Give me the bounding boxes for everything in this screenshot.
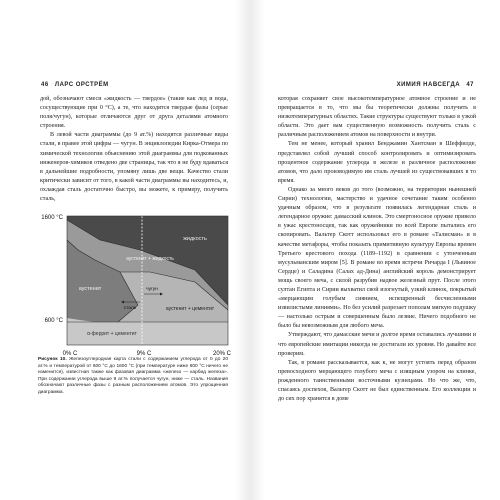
y-tick-mid: 600 °C <box>44 318 63 324</box>
region-label-liquid: жидкость <box>183 236 207 242</box>
phase-diagram <box>0 210 250 360</box>
paragraph: которая сохраняет свое высокотемпературное атомное строение и не превращается в то, что мы бы теоретически должны получить в низкотемпературных областях. Такие структуры существуют только в узкой области. Это дает вам существенную возможность получить сталь с различным расположением атомов на поверхности и внутри. <box>278 96 476 139</box>
x-tick-mid: 9% C <box>136 351 152 357</box>
paragraph: В левой части диаграммы (до 9 ат.%) находятся различные виды стали, в правее этой цифры — чугун. В энциклопедии Кирка-Отмера по химической технологии объяснению этой диаграммы для подкованных инженеров-химиков отведено две страницы, так что я не буду вдаваться в дальнейшие подробности, упомяну лишь две вещи. Качество стали критически зависит от того, в какой части диаграммы вы находитесь, и, охлаждая сталь достаточно быстро, вы можете, к примеру, получить сталь, <box>40 132 228 203</box>
right-body-text <box>278 95 476 404</box>
region-label-cast-iron: чугун <box>146 287 158 292</box>
region-label-steel: сталь <box>123 306 137 311</box>
region-label-austenite: аустенит <box>78 286 102 292</box>
left-page-header <box>37 82 109 88</box>
right-page <box>250 0 500 500</box>
left-page-number: 46 <box>41 82 49 88</box>
paragraph: Утверждают, что дамасские мечи и долгое время оставались лучшими и что европейские имитации никогда не достигали их уровня. Но давайте все проверим. <box>278 332 476 357</box>
region-label-austenite-liquid: аустенит + жидкость <box>126 256 174 262</box>
left-page-author: ЛАРС ОРСТРЁМ <box>54 82 109 88</box>
region-label-ferrite-cementite: α-феррит + цементит <box>87 331 137 337</box>
paragraph: Однако за много веков до того (возможно, на территории нынешней Сирии) технологии, мастерство и удачное сочетание таким особенно удачным образом, что в результате появилась легендарная сталь и легендарное оружие: дамасский клинок. Это смертоносное оружие привело в ужас крестоносцев, так как оружейники по всей Европе пытались его скопировать. Вальтер Скотт использовал его в романе «Талисман» и в качестве метафоры, чтобы показать примитивную культуру Европы времен Третьего крестового похода (1189–1192) в сравнении с утонченным мусульманским миром [5]. В романе во время встречи Ричарда I (Львиное Сердце) и Саладина (Салах ад-Дина) английский король демонстрирует мощь своего меча, с силой разрубив надвое железный прут. После этого султан Египта и Сирии выхватил свой изогнутый, узкий клинок, покрытый «мерцающим голубым сиянием, испещренный бесчисленными извилистыми линиями». Но без усилий разрезает пополам мягкую подушку — настолько острым и совершенным было лезвие. Ничего подобного не было бы невозможным для любого меча. <box>278 186 476 330</box>
right-page-title: ХИМИЯ НАВСЕГДА <box>396 82 461 88</box>
caption-text: Железоуглеродная карта стали с содержанием углерода от 0 до 20 ат.% и температурой от 600 °C до 1600 °C (при температуре ниже 600 °C ничего не изменится), известная также как фазовая диаграмма «железо — карбид железа». При содержании углерода выше 9 ат.% получается чугун, ниже — сталь. Названия обозначают различные фазы с разным расположением атомов. Это упрощенная диаграмма. <box>38 357 228 395</box>
paragraph: Так, в романе рассказывается, как к, не могут устоять перед образом превосходного мерцающего голубого меча с изящным узором на клинке, рожденного таинственными восточными кузнецами. Но что же, что, спасаясь доспехов, Вальтер Скотт не был единственным. Его коллекции и до сих пор хранятся в доме <box>278 359 476 403</box>
right-page-header <box>397 82 478 88</box>
figure-caption <box>38 357 228 397</box>
paragraph: дой, обозначают смеси «жидкость — твердое» (такие как лед и вода, сосуществующие при 0 °C), а те, что находятся твердые фазы (серые поля/чугун), которые отличаются друг от друга деталями атомного строения. <box>40 96 228 130</box>
caption-label: Рисунок 10. <box>38 357 67 362</box>
left-body-text <box>40 95 228 204</box>
x-tick-right: 20% C <box>212 351 232 357</box>
x-tick-left: 0% C <box>62 351 78 357</box>
y-tick-top: 1600 °C <box>41 215 63 221</box>
paragraph: Тем не менее, который хранил Бенджамин Хантсман в Шеффилде, представлял собой лучший способ контролировать и оптимизировать процентное содержание углерода в железе и различное расположение атомов, что дало производимую им сталь лучшей из существовавших в то время. <box>278 141 476 184</box>
region-label-austenite-cementite: аустенит + цементит <box>165 306 215 312</box>
right-page-number: 47 <box>466 82 474 88</box>
